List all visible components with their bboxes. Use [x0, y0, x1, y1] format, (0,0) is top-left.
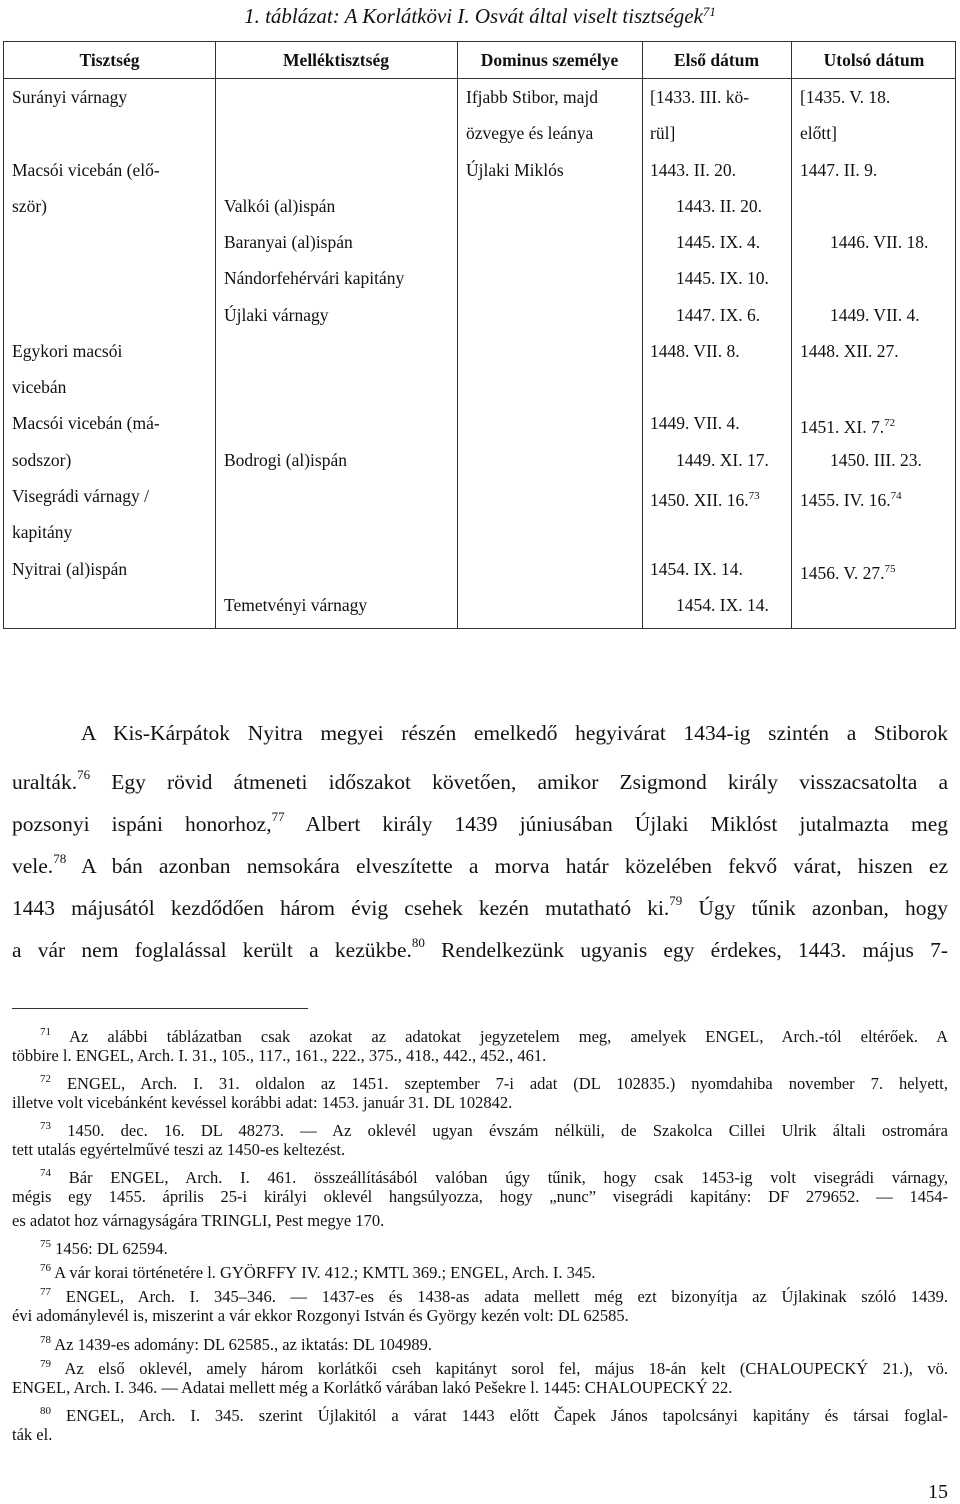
column-divider	[215, 42, 216, 628]
footnote-number: 80	[40, 1405, 51, 1417]
table-cell: 1445. IX. 10.	[676, 268, 769, 288]
table-cell: 1454. IX. 14.	[650, 559, 743, 579]
table-cell: 1450. XII. 16.73	[650, 490, 760, 510]
table-cell: Bodrogi (al)ispán	[224, 450, 347, 470]
footnote-ref: 73	[748, 490, 760, 502]
table-cell: Temetvényi várnagy	[224, 595, 368, 615]
header-tisztseg: Tisztség	[79, 50, 140, 70]
footnote-77: $^{77}$ ENGEL, Arch. I. 345–346. — 1437-es és 1438-as adata mellett még ezt bizonyítja az Újlakinak szóló 1439. évi adománylevél is, miszerint a vár ekkor Rozgonyi István és György kezén volt: DL 62585.	[12, 1286, 948, 1326]
table-cell: Újlaki várnagy	[224, 305, 329, 325]
table-cell: 1448. XII. 27.	[800, 341, 899, 361]
table-cell: 1455. IV. 16.74	[800, 490, 902, 510]
paragraph-line: 1443 májusától kezdődően három évig csehek kezén mutatható ki.$^{79}$ Úgy tűnik azonban, hogy	[12, 893, 948, 920]
table-cell: 1443. II. 20.	[650, 160, 737, 180]
table-cell: 1448. VII. 8.	[650, 341, 740, 361]
table-cell: vicebán	[12, 377, 67, 397]
header-dominus: Dominus személye	[480, 50, 619, 70]
footnote-number: 72	[40, 1073, 51, 1085]
header-divider	[4, 78, 955, 79]
table-cell: 1449. VII. 4.	[830, 305, 920, 325]
paragraph-line: uralták.$^{76}$ Egy rövid átmeneti időszakot követően, amikor Zsigmond király visszacsatolta a	[12, 767, 948, 794]
footnote-ref: 74	[890, 490, 902, 502]
footnote-74: $^{74}$ Bár ENGEL, Arch. I. 461. összeállításából valóban úgy tűnik, hogy csak 1453-ig volt visegrádi várnagy, mégis egy 1455. április 25-i királyi oklevél hangsúlyozza, hogy „nunc” visegrádi kapitány: DF 279652. — 1454- es adatot hoz várnagyságára TRINGLI, Pest megye 170.	[12, 1167, 949, 1230]
table-cell: 1445. IX. 4.	[676, 232, 761, 252]
column-divider	[791, 42, 792, 628]
footnote-ref: 79	[669, 893, 683, 908]
paragraph-line: pozsonyi ispáni honorhoz,$^{77}$ Albert király 1439 júniusában Újlaki Miklóst jutalmazta meg	[12, 809, 948, 836]
table-cell: előtt]	[800, 123, 837, 143]
table-cell: Visegrádi várnagy /	[12, 486, 149, 506]
footnote-76: $^{76}$ A vár korai történetére l. GYÖRFFY IV. 412.; KMTL 369.; ENGEL, Arch. I. 345.	[40, 1262, 596, 1282]
paragraph-line: vele.$^{78}$ A bán azonban nemsokára elveszítette a morva határ közelében fekvő várat, hiszen ez	[12, 851, 948, 878]
header-utolso-datum: Utolsó dátum	[823, 50, 925, 70]
footnote-ref: 76	[77, 767, 91, 782]
footnote-ref: 72	[884, 417, 896, 429]
table-cell: 1446. VII. 18.	[830, 232, 929, 252]
footnote-72: $^{72}$ ENGEL, Arch. I. 31. oldalon az 1451. szeptember 7-i adat (DL 102835.) nyomdahiba november 7. helyett, illetve volt vicebánként kevéssel korábbi adat: 1453. január 31. DL 102842.	[12, 1073, 948, 1113]
footnote-73: $^{73}$ 1450. dec. 16. DL 48273. — Az oklevél ugyan évszám nélküli, de Szakolca Cillei Ulrik általi ostromára tett utalás egyértelművé teszi az 1450-es keltezést.	[12, 1120, 948, 1160]
table-cell: Macsói vicebán (elő-	[12, 160, 160, 180]
footnote-80: $^{80}$ ENGEL, Arch. I. 345. szerint Újlakitól a várat 1443 előtt Čapek János tapolcsányi kapitány és társai foglal- ták el.	[12, 1405, 948, 1445]
table-cell: 1451. XI. 7.72	[800, 417, 896, 437]
table-cell: Ifjabb Stibor, majd	[466, 87, 598, 107]
table-cell: özvegye és leánya	[466, 123, 594, 143]
table-cell: 1449. XI. 17.	[676, 450, 769, 470]
table-cell: Egykori macsói	[12, 341, 123, 361]
column-divider	[642, 42, 643, 628]
table-cell: rül]	[650, 123, 676, 143]
footnote-ref: 71	[702, 4, 716, 19]
table-cell: 1447. II. 9.	[800, 160, 878, 180]
table-cell: 1450. III. 23.	[830, 450, 922, 470]
footnote-number: 76	[40, 1262, 51, 1274]
table-cell: ször)	[12, 196, 47, 216]
footnote-number: 79	[40, 1358, 51, 1370]
paragraph-line: A Kis-Kárpátok Nyitra megyei részén emelkedő hegyivárat 1434-ig szintén a Stiborok	[81, 721, 948, 745]
footnote-number: 78	[40, 1334, 51, 1346]
table-cell: Surányi várnagy	[12, 87, 128, 107]
table-cell: 1447. IX. 6.	[676, 305, 761, 325]
table-cell: Valkói (al)ispán	[224, 196, 336, 216]
footnote-number: 71	[40, 1026, 51, 1038]
footnote-ref: 77	[271, 809, 285, 824]
table-cell: Baranyai (al)ispán	[224, 232, 353, 252]
table-cell: sodszor)	[12, 450, 72, 470]
table-cell: Nándorfehérvári kapitány	[224, 268, 405, 288]
table-cell: Nyitrai (al)ispán	[12, 559, 128, 579]
page-number: 15	[928, 1481, 948, 1503]
footnote-number: 73	[40, 1120, 51, 1132]
footnote-71: $^{71}$ Az alábbi táblázatban csak azokat az adatokat jegyzetelem meg, amelyek ENGEL, Arch.-tól eltérőek. A többire l. ENGEL, Arch. I. 31., 105., 117., 161., 222., 375., 418., 442., 452., 461.	[12, 1026, 948, 1066]
footnote-79: $^{79}$ Az első oklevél, amely három korlátkői cseh kapitányt sorol fel, május 18-án kelt (CHALOUPECKÝ 21.), vö. ENGEL, Arch. I. 346. — Adatai mellett még a Korlátkő várában lakó Pešekre l. 1445: CHALOUPECKÝ 22.	[12, 1358, 949, 1398]
footnote-number: 77	[40, 1286, 51, 1298]
table-cell: [1433. III. kö-	[650, 87, 750, 107]
header-melléktisztseg: Melléktisztség	[283, 50, 389, 70]
table-caption: 1. táblázat: A Korlátkövi I. Osvát által viselt tisztségek$^{71}$	[244, 4, 716, 28]
table-cell: 1454. IX. 14.	[676, 595, 769, 615]
header-elso-datum: Első dátum	[673, 50, 760, 70]
table-cell: kapitány	[12, 522, 73, 542]
table-cell: Macsói vicebán (má-	[12, 413, 160, 433]
table-cell: 1449. VII. 4.	[650, 413, 740, 433]
column-divider	[457, 42, 458, 628]
offices-table	[3, 41, 956, 629]
paragraph-line: a vár nem foglalással került a kezükbe.$^{80}$ Rendelkezünk ugyanis egy érdekes, 1443. május 7-	[12, 935, 948, 962]
footnote-rule	[12, 1008, 308, 1009]
footnote-number: 74	[40, 1167, 51, 1179]
footnote-number: 75	[40, 1238, 51, 1250]
table-cell: [1435. V. 18.	[800, 87, 891, 107]
body-paragraph	[12, 712, 948, 964]
footnote-ref: 78	[53, 851, 67, 866]
footnote-ref: 80	[411, 935, 425, 950]
table-cell: 1443. II. 20.	[676, 196, 763, 216]
footnote-ref: 75	[884, 563, 896, 575]
table-cell: 1456. V. 27.75	[800, 563, 896, 583]
footnote-75: $^{75}$ 1456: DL 62594.	[40, 1238, 168, 1258]
table-cell: Újlaki Miklós	[466, 160, 564, 180]
footnote-78: $^{78}$ Az 1439-es adomány: DL 62585., az iktatás: DL 104989.	[40, 1334, 432, 1354]
